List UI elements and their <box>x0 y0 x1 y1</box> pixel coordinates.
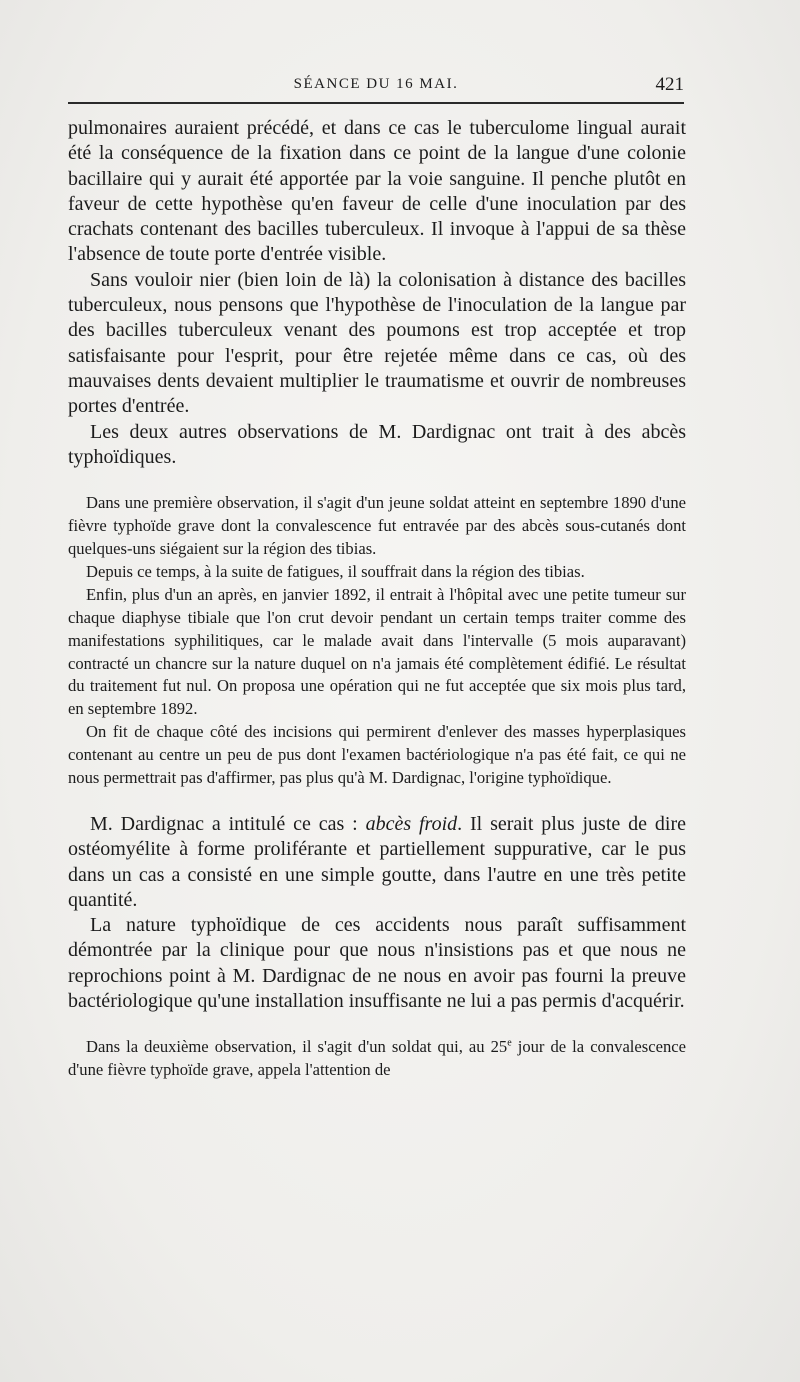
paragraph-other-observations: Les deux autres observations de M. Dardignac ont trait à des abcès typhoïdiques. <box>68 420 686 468</box>
observation-1-incisions: On fit de chaque côté des incisions qui permirent d'enlever des masses hyperplasiques contenant au centre un peu de pus dont l'examen bactériologique n'a pas été fait, ce qui ne nous permettrait pas d'affirmer, pas plus qu'à M. Dardignac, l'origine typhoïdique. <box>68 722 686 788</box>
italic-term: abcès froid <box>365 812 458 835</box>
observation-2-intro <box>68 1036 686 1082</box>
text-run: Dans la deuxième observation, il s'agit d'un soldat qui, au 25 <box>86 1037 508 1057</box>
running-title: SÉANCE DU 16 MAI. <box>293 76 459 92</box>
spacer <box>68 1014 686 1036</box>
spacer <box>68 790 686 812</box>
running-header <box>68 72 684 104</box>
page-number: 421 <box>655 74 684 95</box>
paragraph-continuation: pulmonaires auraient précédé, et dans ce cas le tuberculome lingual aurait été la conséquence de la fixation dans ce point de la langue d'une colonie bacillaire qui y aurait été apportée par la voie sanguine. Il penche plutôt en faveur de cette hypothèse qu'en faveur de celle d'une inoculation par des crachats contenant des bacilles tuberculeux. Il invoque à l'appui de sa thèse l'absence de toute porte d'entrée visible. <box>68 117 686 266</box>
observation-1-intro: Dans une première observation, il s'agit d'un jeune soldat atteint en septembre 1890 d'une fièvre typhoïde grave dont la convalescence fut entravée par des abcès sous-cutanés dont quelques-uns siégaient sur la région des tibias. <box>68 493 686 558</box>
observation-1-fatigue: Depuis ce temps, à la suite de fatigues, il souffrait dans la région des tibias. <box>86 561 585 581</box>
superscript: e <box>507 1037 512 1049</box>
text-run: . Il serait plus juste de dire ostéomyélite à forme proliférante et partiellement suppurative, car le pus dans un cas a consisté en une simple goutte, dans l'autre en une très petite quantité. <box>68 812 686 911</box>
text-run: jour de la convalescence d'une fièvre typhoïde grave, appela l'attention de <box>68 1037 687 1080</box>
body-text <box>68 116 686 1082</box>
paragraph-cold-abscess <box>68 812 686 913</box>
observation-1-hospital: Enfin, plus d'un an après, en janvier 1892, il entrait à l'hôpital avec une petite tumeur sur chaque diaphyse tibiale que l'on crut devoir pendant un certain temps traiter comme des manifestations syphilitiques, car le malade avait dans l'intervalle (5 mois auparavant) contracté un chancre sur la nature duquel on n'a jamais été complètement édifié. Le résultat du traitement fut nul. On proposa une opération qui ne fut acceptée que six mois plus tard, en septembre 1892. <box>68 584 686 719</box>
text-run: M. Dardignac a intitulé ce cas : <box>90 812 366 835</box>
paragraph-typhoid-nature: La nature typhoïdique de ces accidents nous paraît suffisamment démontrée par la clinique pour que nous n'insistions pas et que nous ne reprochions point à M. Dardignac de ne nous en avoir pas fourni la preuve bactériologique qu'une installation insuffisante ne lui a pas permis d'acquérir. <box>68 914 686 1013</box>
paragraph-colonisation: Sans vouloir nier (bien loin de là) la colonisation à distance des bacilles tuberculeux, nous pensons que l'hypothèse de l'inoculation de la langue par des bacilles tuberculeux venant des poumons est trop acceptée et trop satisfaisante pour l'esprit, pour être rejetée même dans ce cas, où des mauvaises dents devaient multiplier le traumatisme et ouvrir de nombreuses portes d'entrée. <box>68 268 686 418</box>
spacer <box>68 470 686 492</box>
